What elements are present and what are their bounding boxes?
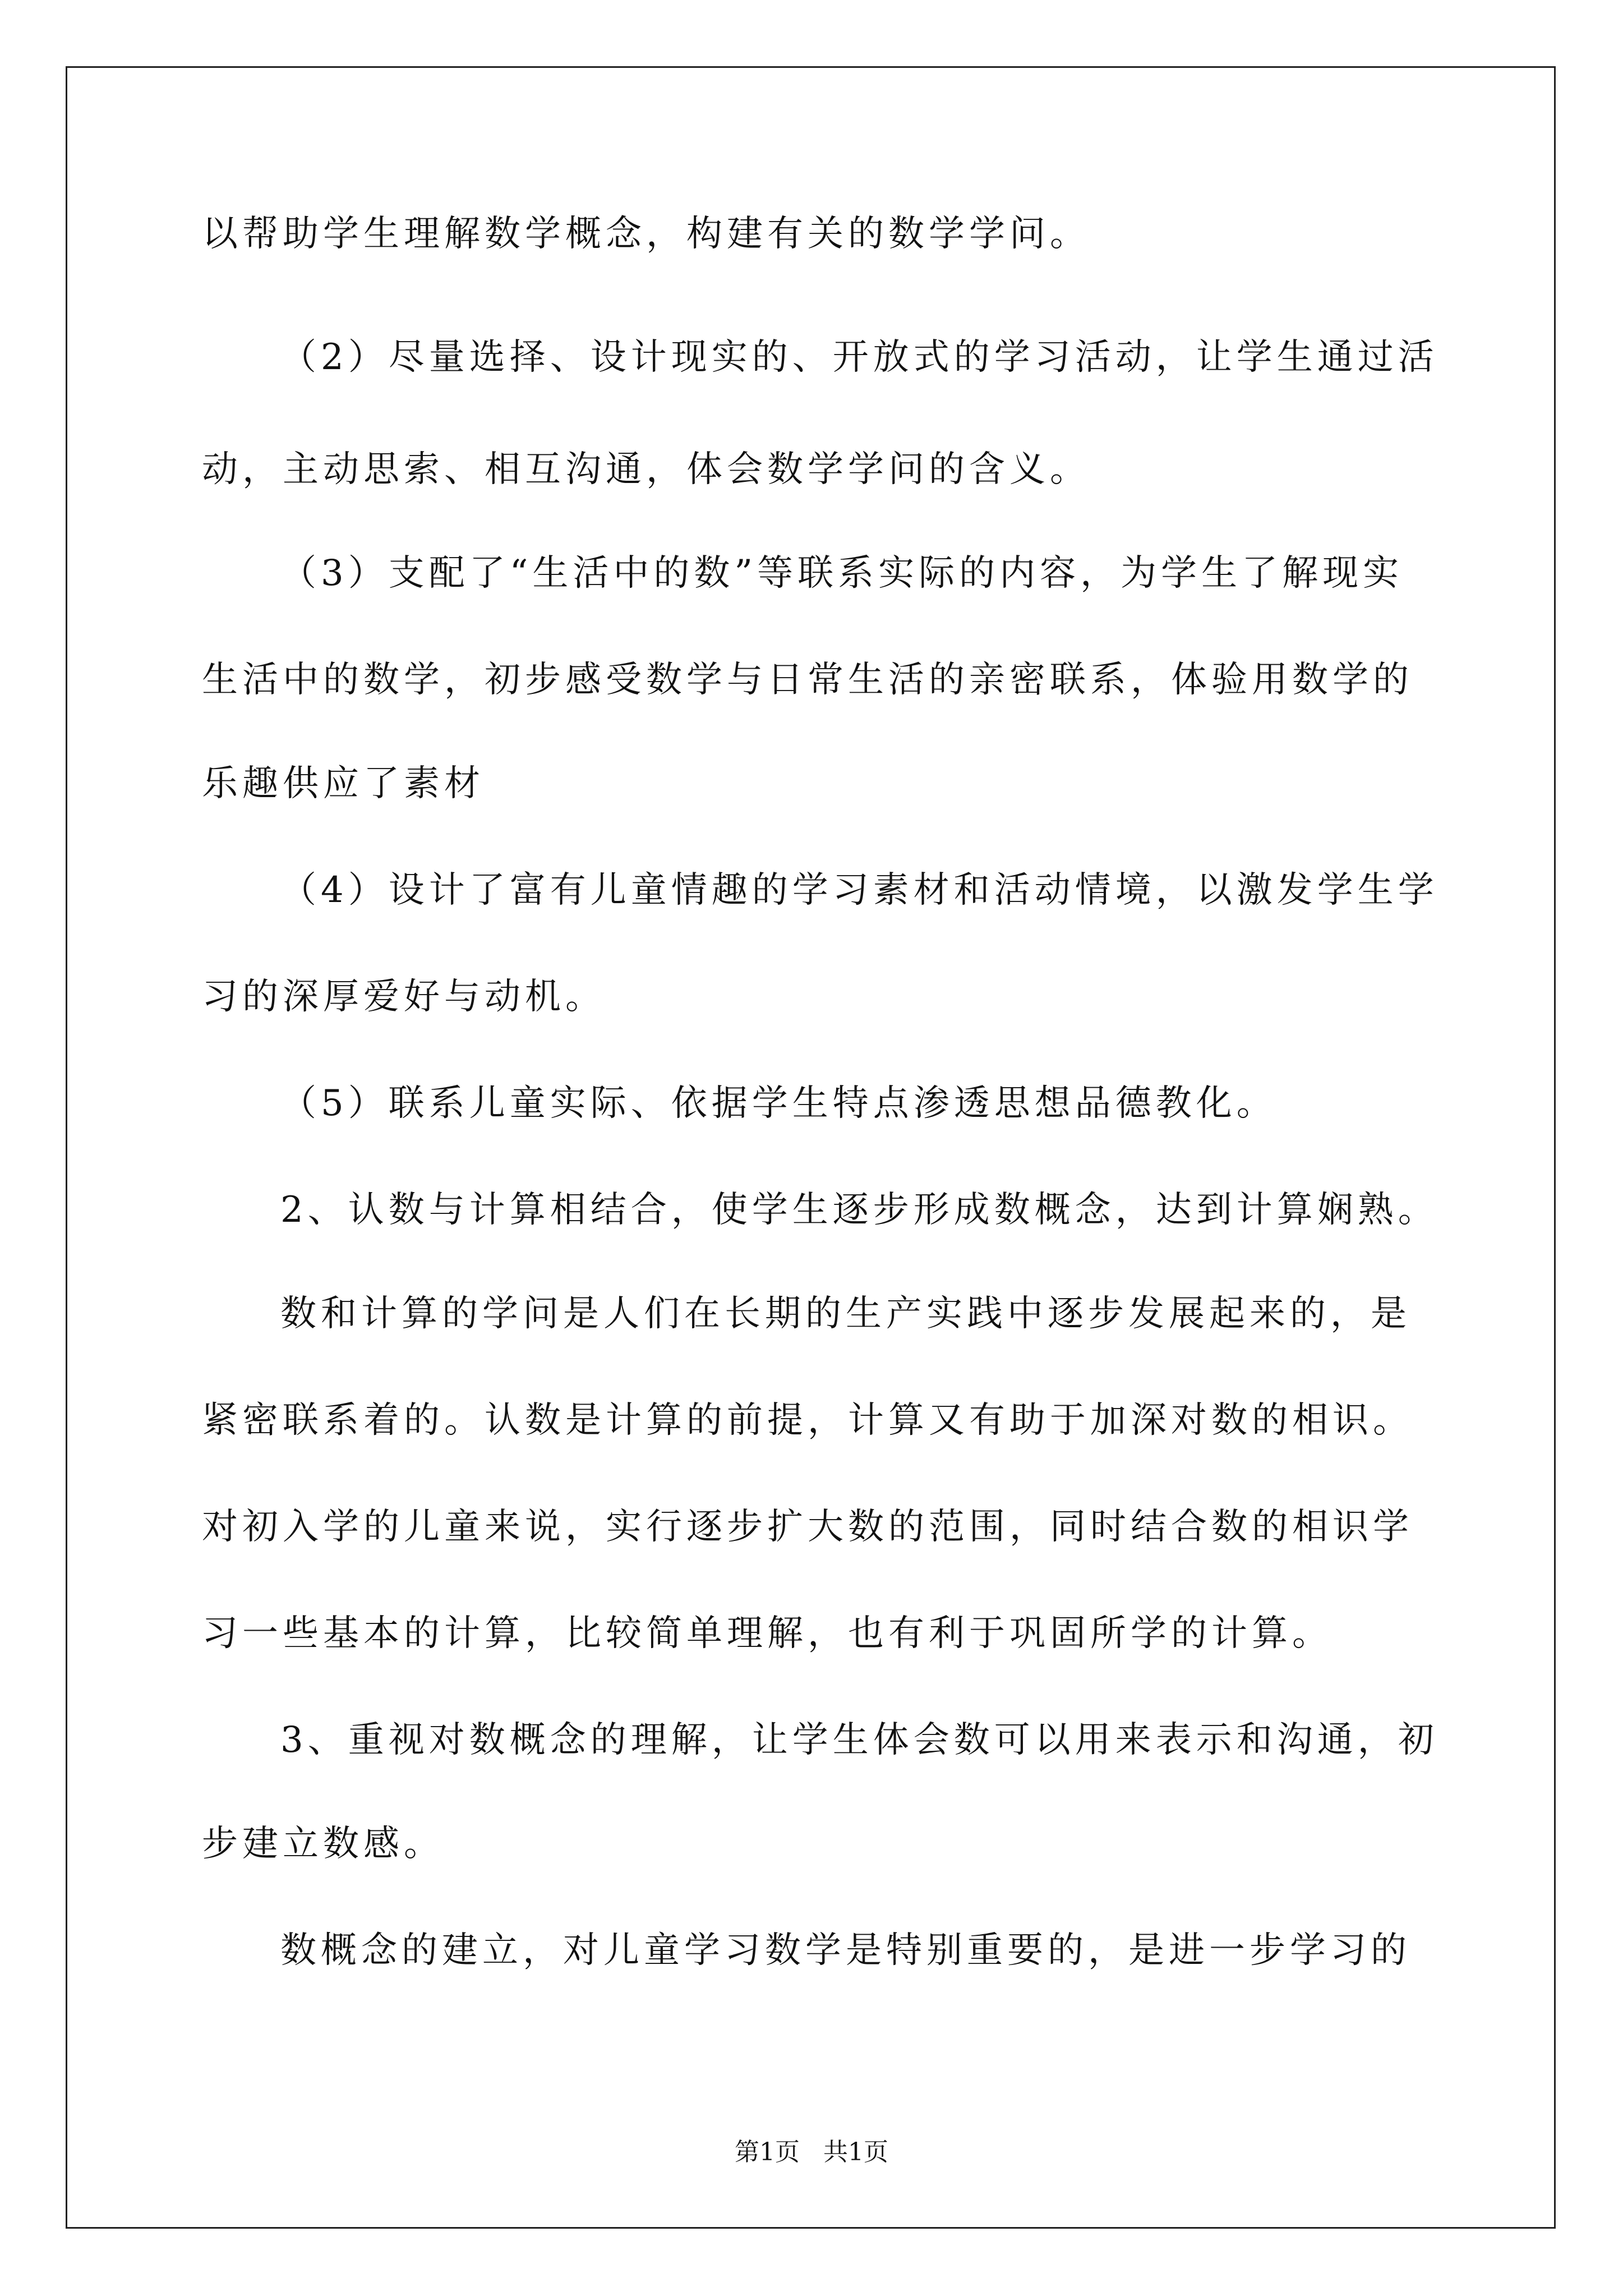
page-footer: 第1页 共1页 xyxy=(735,2138,888,2166)
page-border xyxy=(66,66,1556,2229)
text-line: 对初入学的儿童来说，实行逐步扩大数的范围，同时结合数的相识学 xyxy=(202,1506,1413,1548)
text-line: 习的深厚爱好与动机。 xyxy=(202,976,606,1018)
text-line: 习一些基本的计算，比较简单理解，也有利于巩固所学的计算。 xyxy=(202,1613,1332,1654)
text-line: （2）尽量选择、设计现实的、开放式的学习活动，让学生通过活 xyxy=(280,337,1438,378)
text-line: 数和计算的学问是人们在长期的生产实践中逐步发展起来的，是 xyxy=(280,1293,1411,1335)
text-line: （3）支配了“生活中的数”等联系实际的内容，为学生了解现实 xyxy=(280,553,1404,594)
text-line: 紧密联系着的。认数是计算的前提，计算又有助于加深对数的相识。 xyxy=(202,1400,1413,1441)
text-line: 步建立数感。 xyxy=(202,1823,444,1865)
text-line: 数概念的建立，对儿童学习数学是特别重要的，是进一步学习的 xyxy=(280,1930,1411,1971)
text-line: 生活中的数学，初步感受数学与日常生活的亲密联系，体验用数学的 xyxy=(202,659,1413,701)
text-line: 2、认数与计算相结合，使学生逐步形成数概念，达到计算娴熟。 xyxy=(280,1189,1438,1231)
text-line: （5）联系儿童实际、依据学生特点渗透思想品德教化。 xyxy=(280,1083,1277,1124)
text-line: （4）设计了富有儿童情趣的学习素材和活动情境，以激发学生学 xyxy=(280,869,1438,911)
text-line: 动，主动思索、相互沟通，体会数学学问的含义。 xyxy=(202,449,1090,490)
text-line: 3、重视对数概念的理解，让学生体会数可以用来表示和沟通，初 xyxy=(280,1719,1438,1761)
text-line: 乐趣供应了素材 xyxy=(202,763,485,804)
text-line: 以帮助学生理解数学概念，构建有关的数学学问。 xyxy=(202,213,1090,255)
